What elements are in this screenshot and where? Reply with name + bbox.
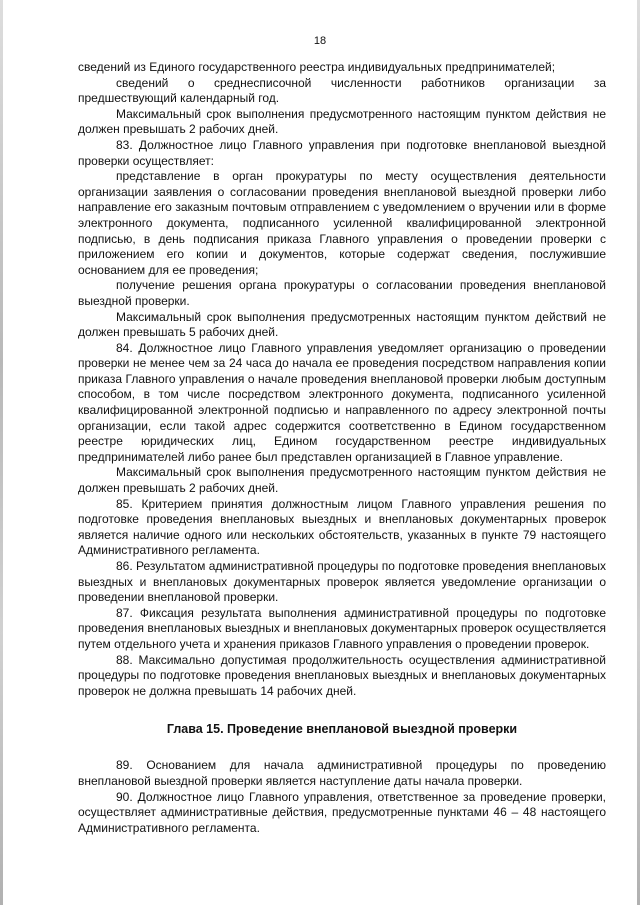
paragraph: Максимальный срок выполнения предусмотренного настоящим пунктом действия не должен превышать 2 рабочих дней. xyxy=(78,465,606,496)
paragraph: 86. Результатом административной процедуры по подготовке проведения внеплановых выездных и внеплановых документарных проверок является уведомление организации о проведении внеплановой проверки. xyxy=(78,559,606,605)
paragraph: сведений о среднесписочной численности работников организации за предшествующий календарный год. xyxy=(78,75,606,106)
paragraph: сведений из Единого государственного реестра индивидуальных предпринимателей; xyxy=(78,60,556,74)
paragraph: 88. Максимально допустимая продолжительность осуществления административной процедуры по подготовке проведения внеплановых выездных и внеплановых документарных проверок не должна превышать 14 рабочих дней. xyxy=(78,652,606,698)
chapter-heading: Глава 15. Проведение внеплановой выездной проверки xyxy=(166,722,518,737)
paragraph: Максимальный срок выполнения предусмотренных настоящим пунктом действий не должен превышать 5 рабочих дней. xyxy=(78,309,606,340)
section-after-chapter xyxy=(78,758,606,836)
paragraph: представление в орган прокуратуры по месту осуществления деятельности организации заявления о согласовании проведения внеплановой выездной проверки либо направление его заказным почтовым отправлением с уведомлением о вручении или в форме электронного документа, подписанного усиленной квалифицированной электронной подписью, в день подписания приказа Главного управления о проведении проверки с приложением его копии и документов, которые содержат сведения, послужившие основанием для ее проведения; xyxy=(78,169,606,277)
paragraph: Максимальный срок выполнения предусмотренного настоящим пунктом действия не должен превышать 2 рабочих дней. xyxy=(78,106,606,137)
section-before-chapter xyxy=(78,60,606,699)
paragraph: 84. Должностное лицо Главного управления уведомляет организацию о проведении проверки не менее чем за 24 часа до начала ее проведения посредством направления копии приказа Главного управления о начале проведения внеплановой проверки любым доступным способом, в том числе посредством электронного документа, подписанного усиленной квалифицированной электронной подписью и направленного по адресу электронной почты организации, если такой адрес содержится соответственно в Едином государственном реестре юридических лиц, Едином государственном реестре индивидуальных предпринимателей либо ранее был представлен организацией в Главное управление. xyxy=(78,340,606,464)
paragraph: 90. Должностное лицо Главного управления, ответственное за проведение проверки, осуществляет административные действия, предусмотренные пунктами 46 – 48 настоящего Административного регламента. xyxy=(78,789,606,835)
paragraph: 89. Основанием для начала административной процедуры по проведению внеплановой выездной проверки является наступление даты начала проверки. xyxy=(78,758,606,788)
scan-left-edge xyxy=(0,0,3,905)
paragraph: 83. Должностное лицо Главного управления при подготовке внеплановой выездной проверки осуществляет: xyxy=(78,137,606,168)
page-number: 18 xyxy=(313,35,327,47)
document-body xyxy=(78,60,606,836)
paragraph: получение решения органа прокуратуры о согласовании проведения внеплановой выездной проверки. xyxy=(78,278,606,308)
paragraph: 85. Критерием принятия должностным лицом Главного управления решения по подготовке проведения внеплановых выездных и внеплановых документарных проверок является наличие одного или нескольких обстоятельств, указанных в пункте 79 настоящего Административного регламента. xyxy=(78,496,606,558)
paragraph: 87. Фиксация результата выполнения административной процедуры по подготовке проведения внеплановых выездных и внеплановых документарных проверок осуществляется путем отдельного учета и хранения приказов Главного управления о проведении проверок. xyxy=(78,605,606,651)
